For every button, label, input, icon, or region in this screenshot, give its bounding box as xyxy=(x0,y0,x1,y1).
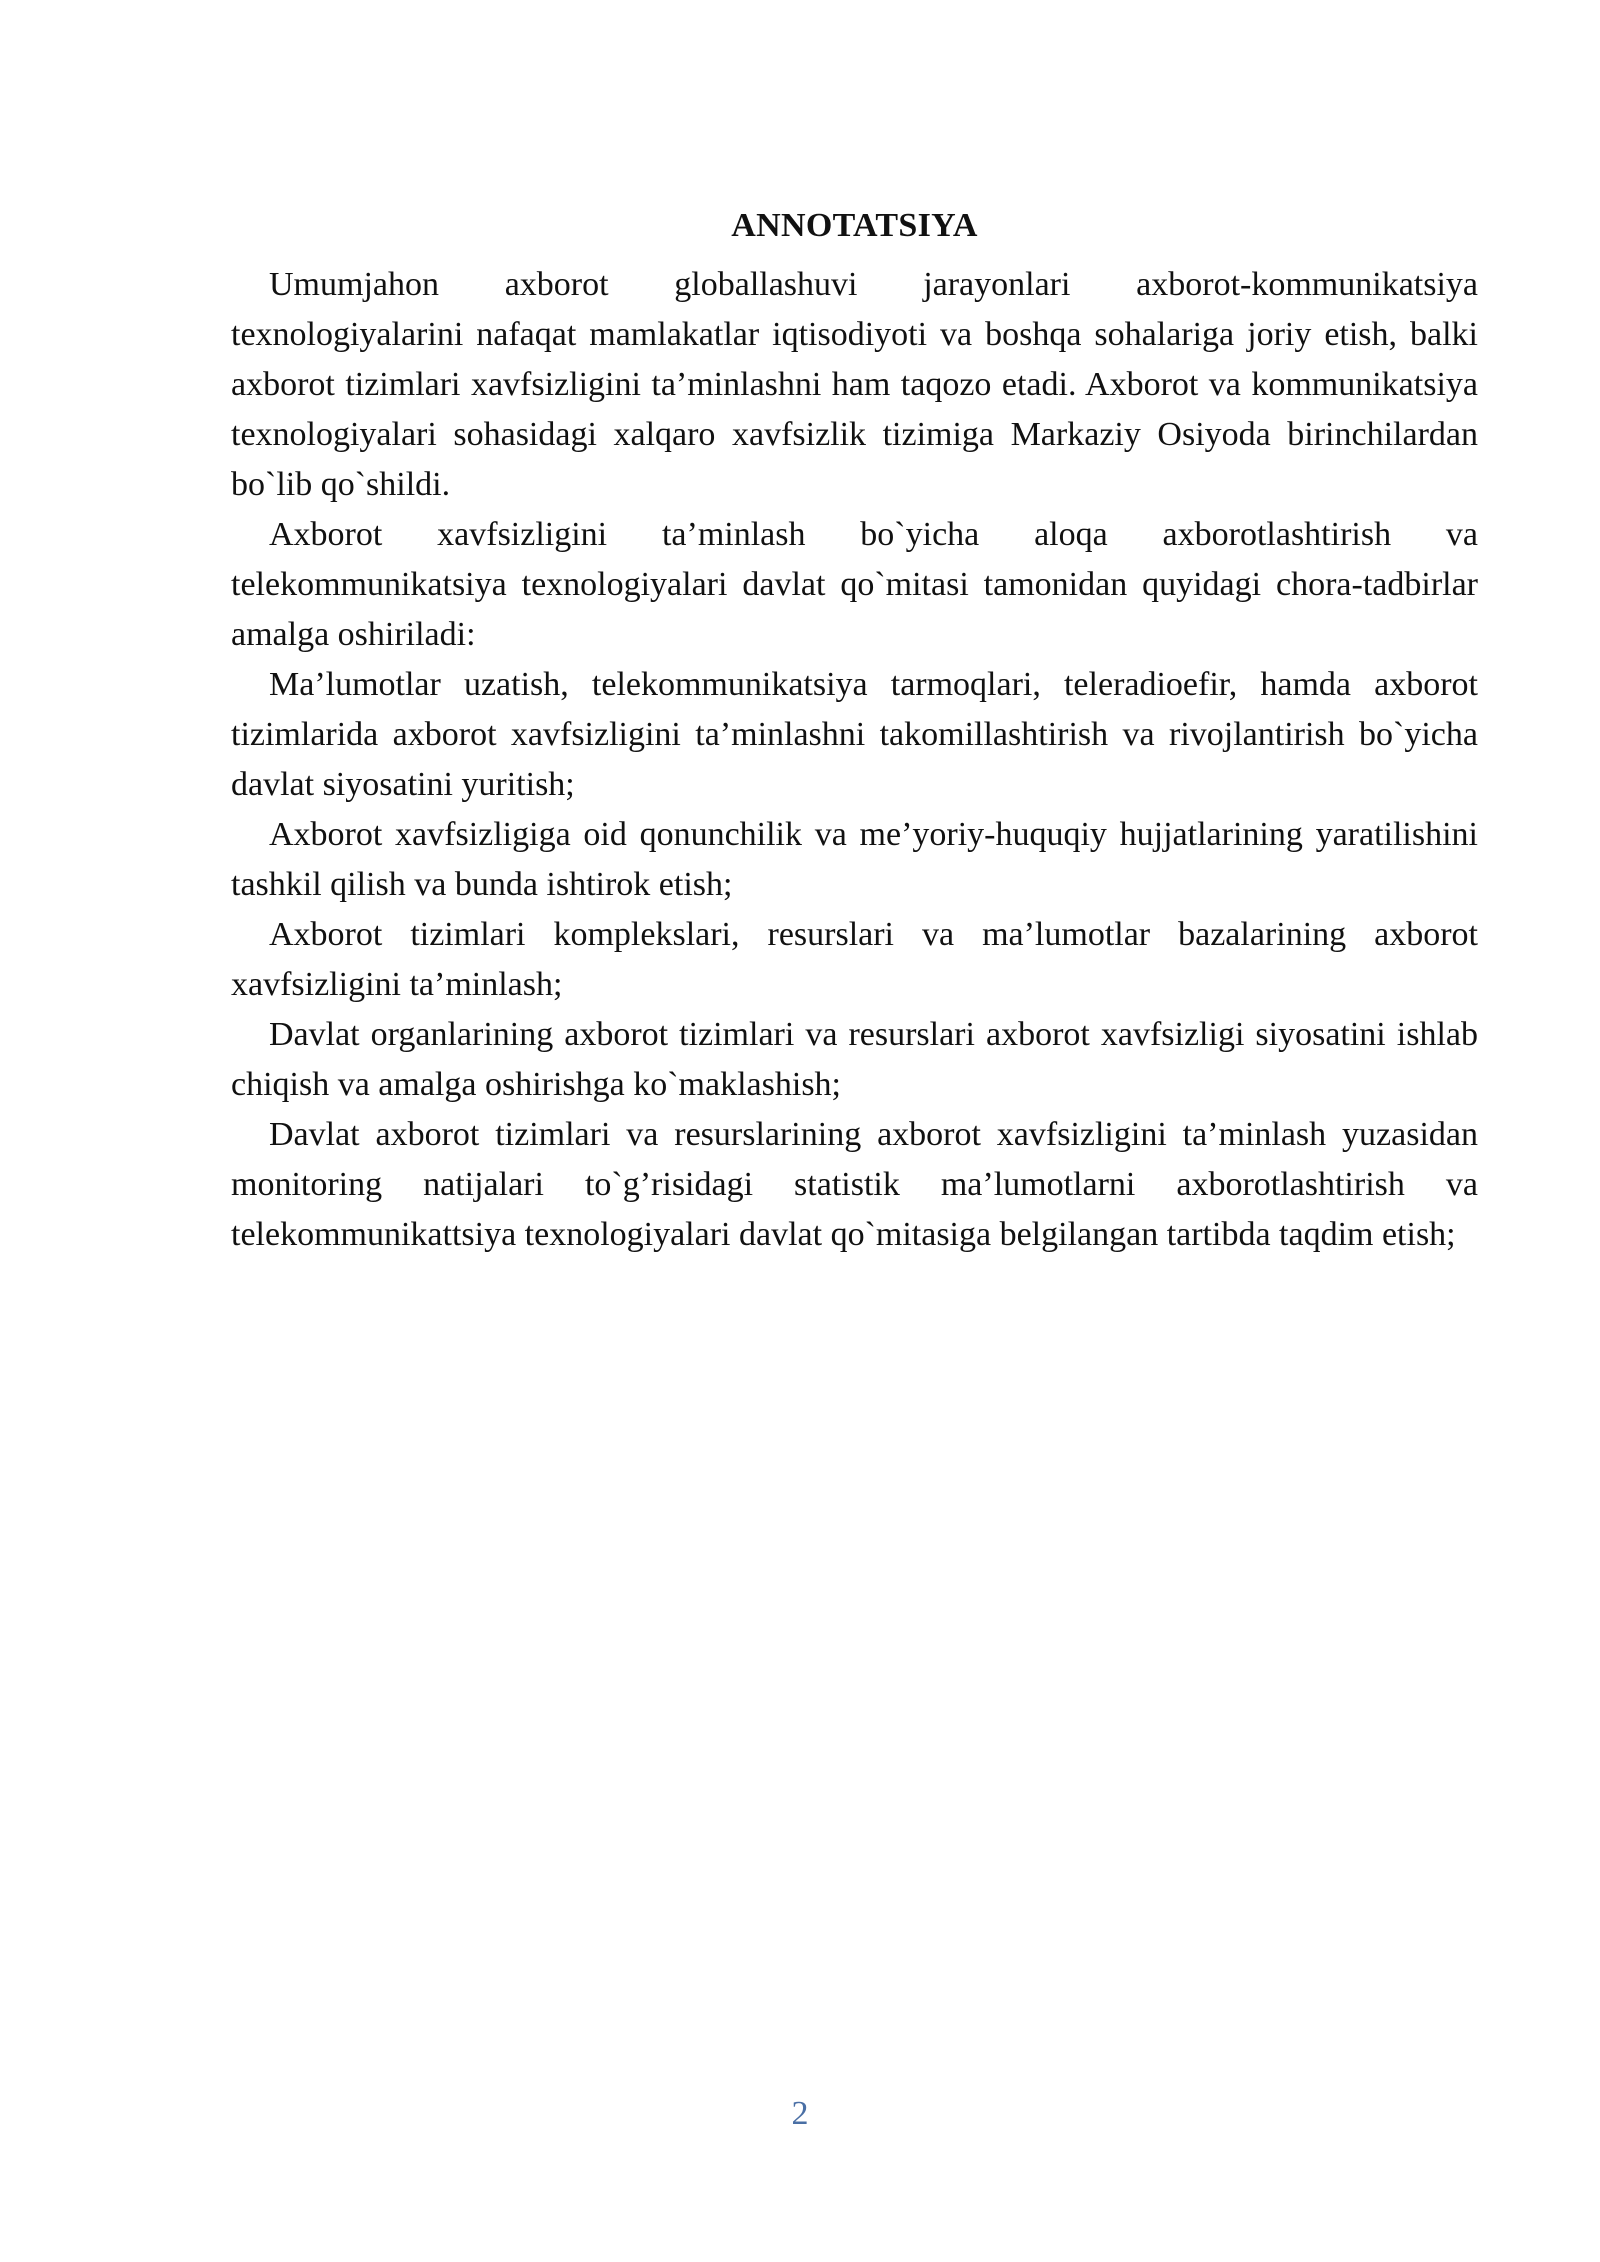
paragraph-2: Axborot xavfsizligini ta’minlash bo`yicha aloqa axborotlashtirish va telekommunikatsiya texnologiyalari davlat qo`mitasi tamonidan quyidagi chora-tadbirlar amalga oshiriladi: xyxy=(231,516,1478,653)
paragraph-4: Axborot xavfsizligiga oid qonunchilik va me’yoriy-huquqiy hujjatlarining yaratilishini tashkil qilish va bunda ishtirok etish; xyxy=(231,816,1478,903)
page-title: ANNOTATSIYA xyxy=(731,207,978,244)
paragraph-1: Umumjahon axborot globallashuvi jarayonlari axborot-kommunikatsiya texnologiyalarini nafaqat mamlakatlar iqtisodiyoti va boshqa sohalariga joriy etish, balki axborot tizimlari xavfsizligini ta’minlashni ham taqozo etadi. Axborot va kommunikatsiya texnologiyalari sohasidagi xalqaro xavfsizlik tizimiga Markaziy Osiyoda birinchilardan bo`lib qo`shildi. xyxy=(231,266,1478,503)
page-number: 2 xyxy=(791,2095,809,2132)
paragraph-6: Davlat organlarining axborot tizimlari va resurslari axborot xavfsizligi siyosatini ishlab chiqish va amalga oshirishga ko`maklashish; xyxy=(231,1016,1478,1103)
paragraph-5: Axborot tizimlari komplekslari, resurslari va ma’lumotlar bazalarining axborot xavfsizligini ta’minlash; xyxy=(231,916,1478,1003)
paragraph-7: Davlat axborot tizimlari va resurslarining axborot xavfsizligini ta’minlash yuzasidan monitoring natijalari to`g’risidagi statistik ma’lumotlarni axborotlashtirish va telekommunikattsiya texnologiyalari davlat qo`mitasiga belgilangan tartibda taqdim etish; xyxy=(231,1116,1478,1253)
paragraph-3: Ma’lumotlar uzatish, telekommunikatsiya tarmoqlari, teleradioefir, hamda axborot tizimlarida axborot xavfsizligini ta’minlashni takomillashtirish va rivojlantirish bo`yicha davlat siyosatini yuritish; xyxy=(231,666,1478,803)
page-content xyxy=(231,198,1478,1260)
